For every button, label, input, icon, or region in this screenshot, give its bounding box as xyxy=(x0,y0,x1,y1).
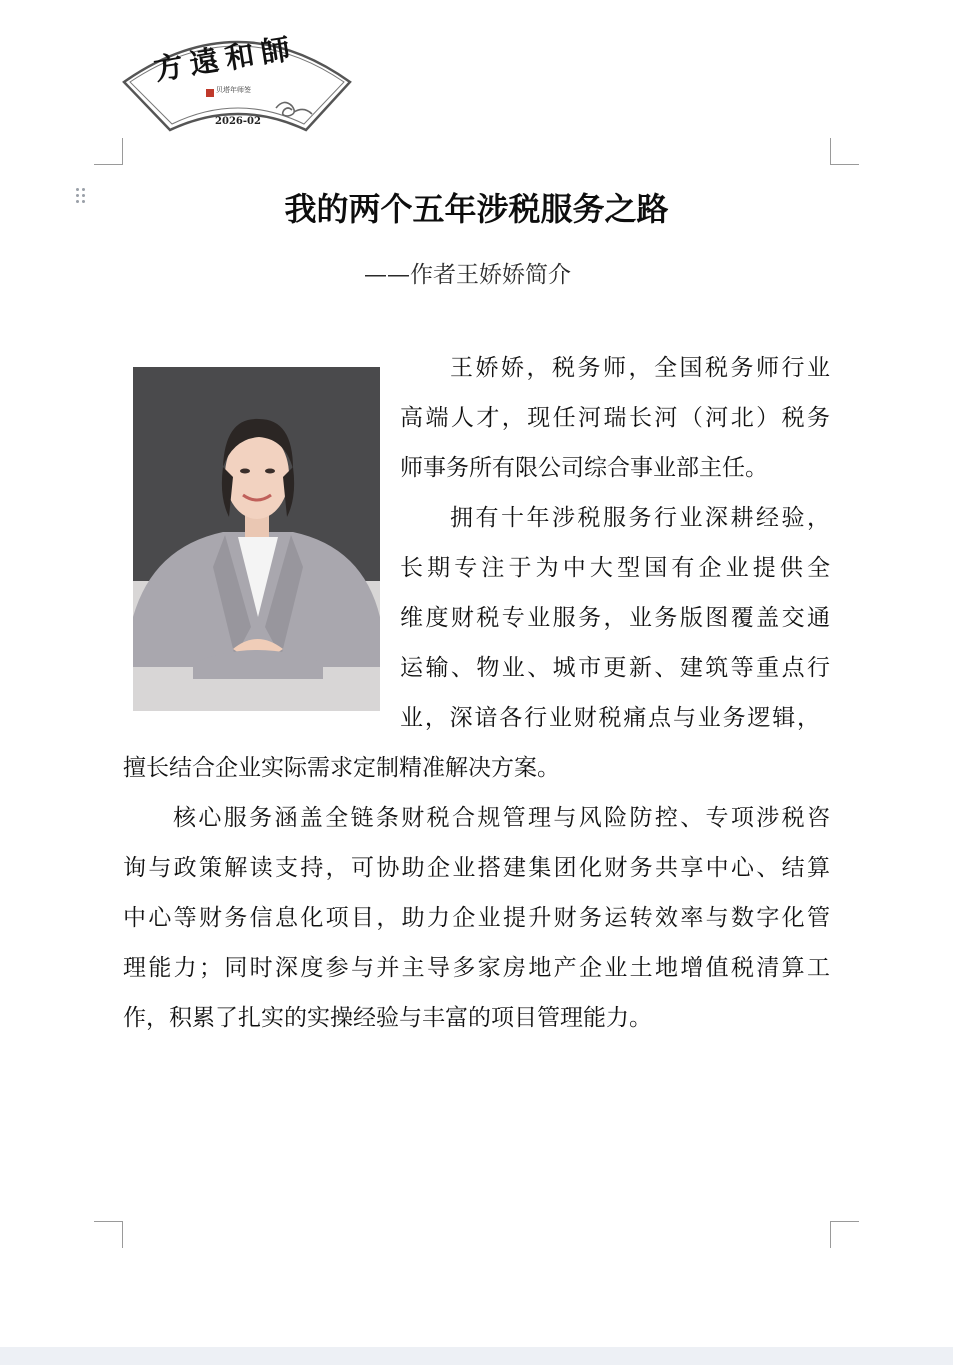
window-bottom-bar xyxy=(0,1347,953,1365)
article-subtitle: ——作者王娇娇简介 xyxy=(364,262,571,288)
bio-line-5: 长期专注于为中大型国有企业提供全 xyxy=(400,555,830,581)
bio-line-2: 高端人才，现任河瑞长河（河北）税务 xyxy=(400,405,830,431)
bio-line-8: 业，深谙各行业财税痛点与业务逻辑， xyxy=(400,705,820,731)
bio-line-7: 运输、物业、城市更新、建筑等重点行 xyxy=(400,655,830,681)
author-photo xyxy=(133,367,380,711)
bio-line-10: 核心服务涵盖全链条财税合规管理与风险防控、专项涉税咨 xyxy=(173,805,830,831)
bio-line-13: 理能力；同时深度参与并主导多家房地产企业土地增值税清算工 xyxy=(123,955,830,981)
header-logo xyxy=(118,20,358,135)
logo-title: 方遠和師 xyxy=(151,30,300,87)
bio-line-1: 王娇娇，税务师，全国税务师行业 xyxy=(450,355,830,381)
bio-line-9: 擅长结合企业实际需求定制精准解决方案。 xyxy=(123,755,560,781)
bio-line-4: 拥有十年涉税服务行业深耕经验， xyxy=(450,505,830,531)
bio-line-12: 中心等财务信息化项目，助力企业提升财务运转效率与数字化管 xyxy=(123,905,830,931)
bio-line-6: 维度财税专业服务，业务版图覆盖交通 xyxy=(400,605,830,631)
crop-mark-bottom-right xyxy=(830,1221,859,1248)
bio-line-14: 作，积累了扎实的实操经验与丰富的项目管理能力。 xyxy=(123,1005,652,1031)
bio-line-3: 师事务所有限公司综合事业部主任。 xyxy=(400,455,768,481)
logo-subtitle: 贝塔年师签 xyxy=(216,86,251,94)
article-title: 我的两个五年涉税服务之路 xyxy=(284,190,669,228)
crop-mark-top-right xyxy=(830,138,859,165)
crop-mark-bottom-left xyxy=(94,1221,123,1248)
crop-mark-top-left xyxy=(94,138,123,165)
logo-date: 2026-02 xyxy=(215,116,261,127)
bio-line-11: 询与政策解读支持，可协助企业搭建集团化财务共享中心、结算 xyxy=(123,855,830,881)
